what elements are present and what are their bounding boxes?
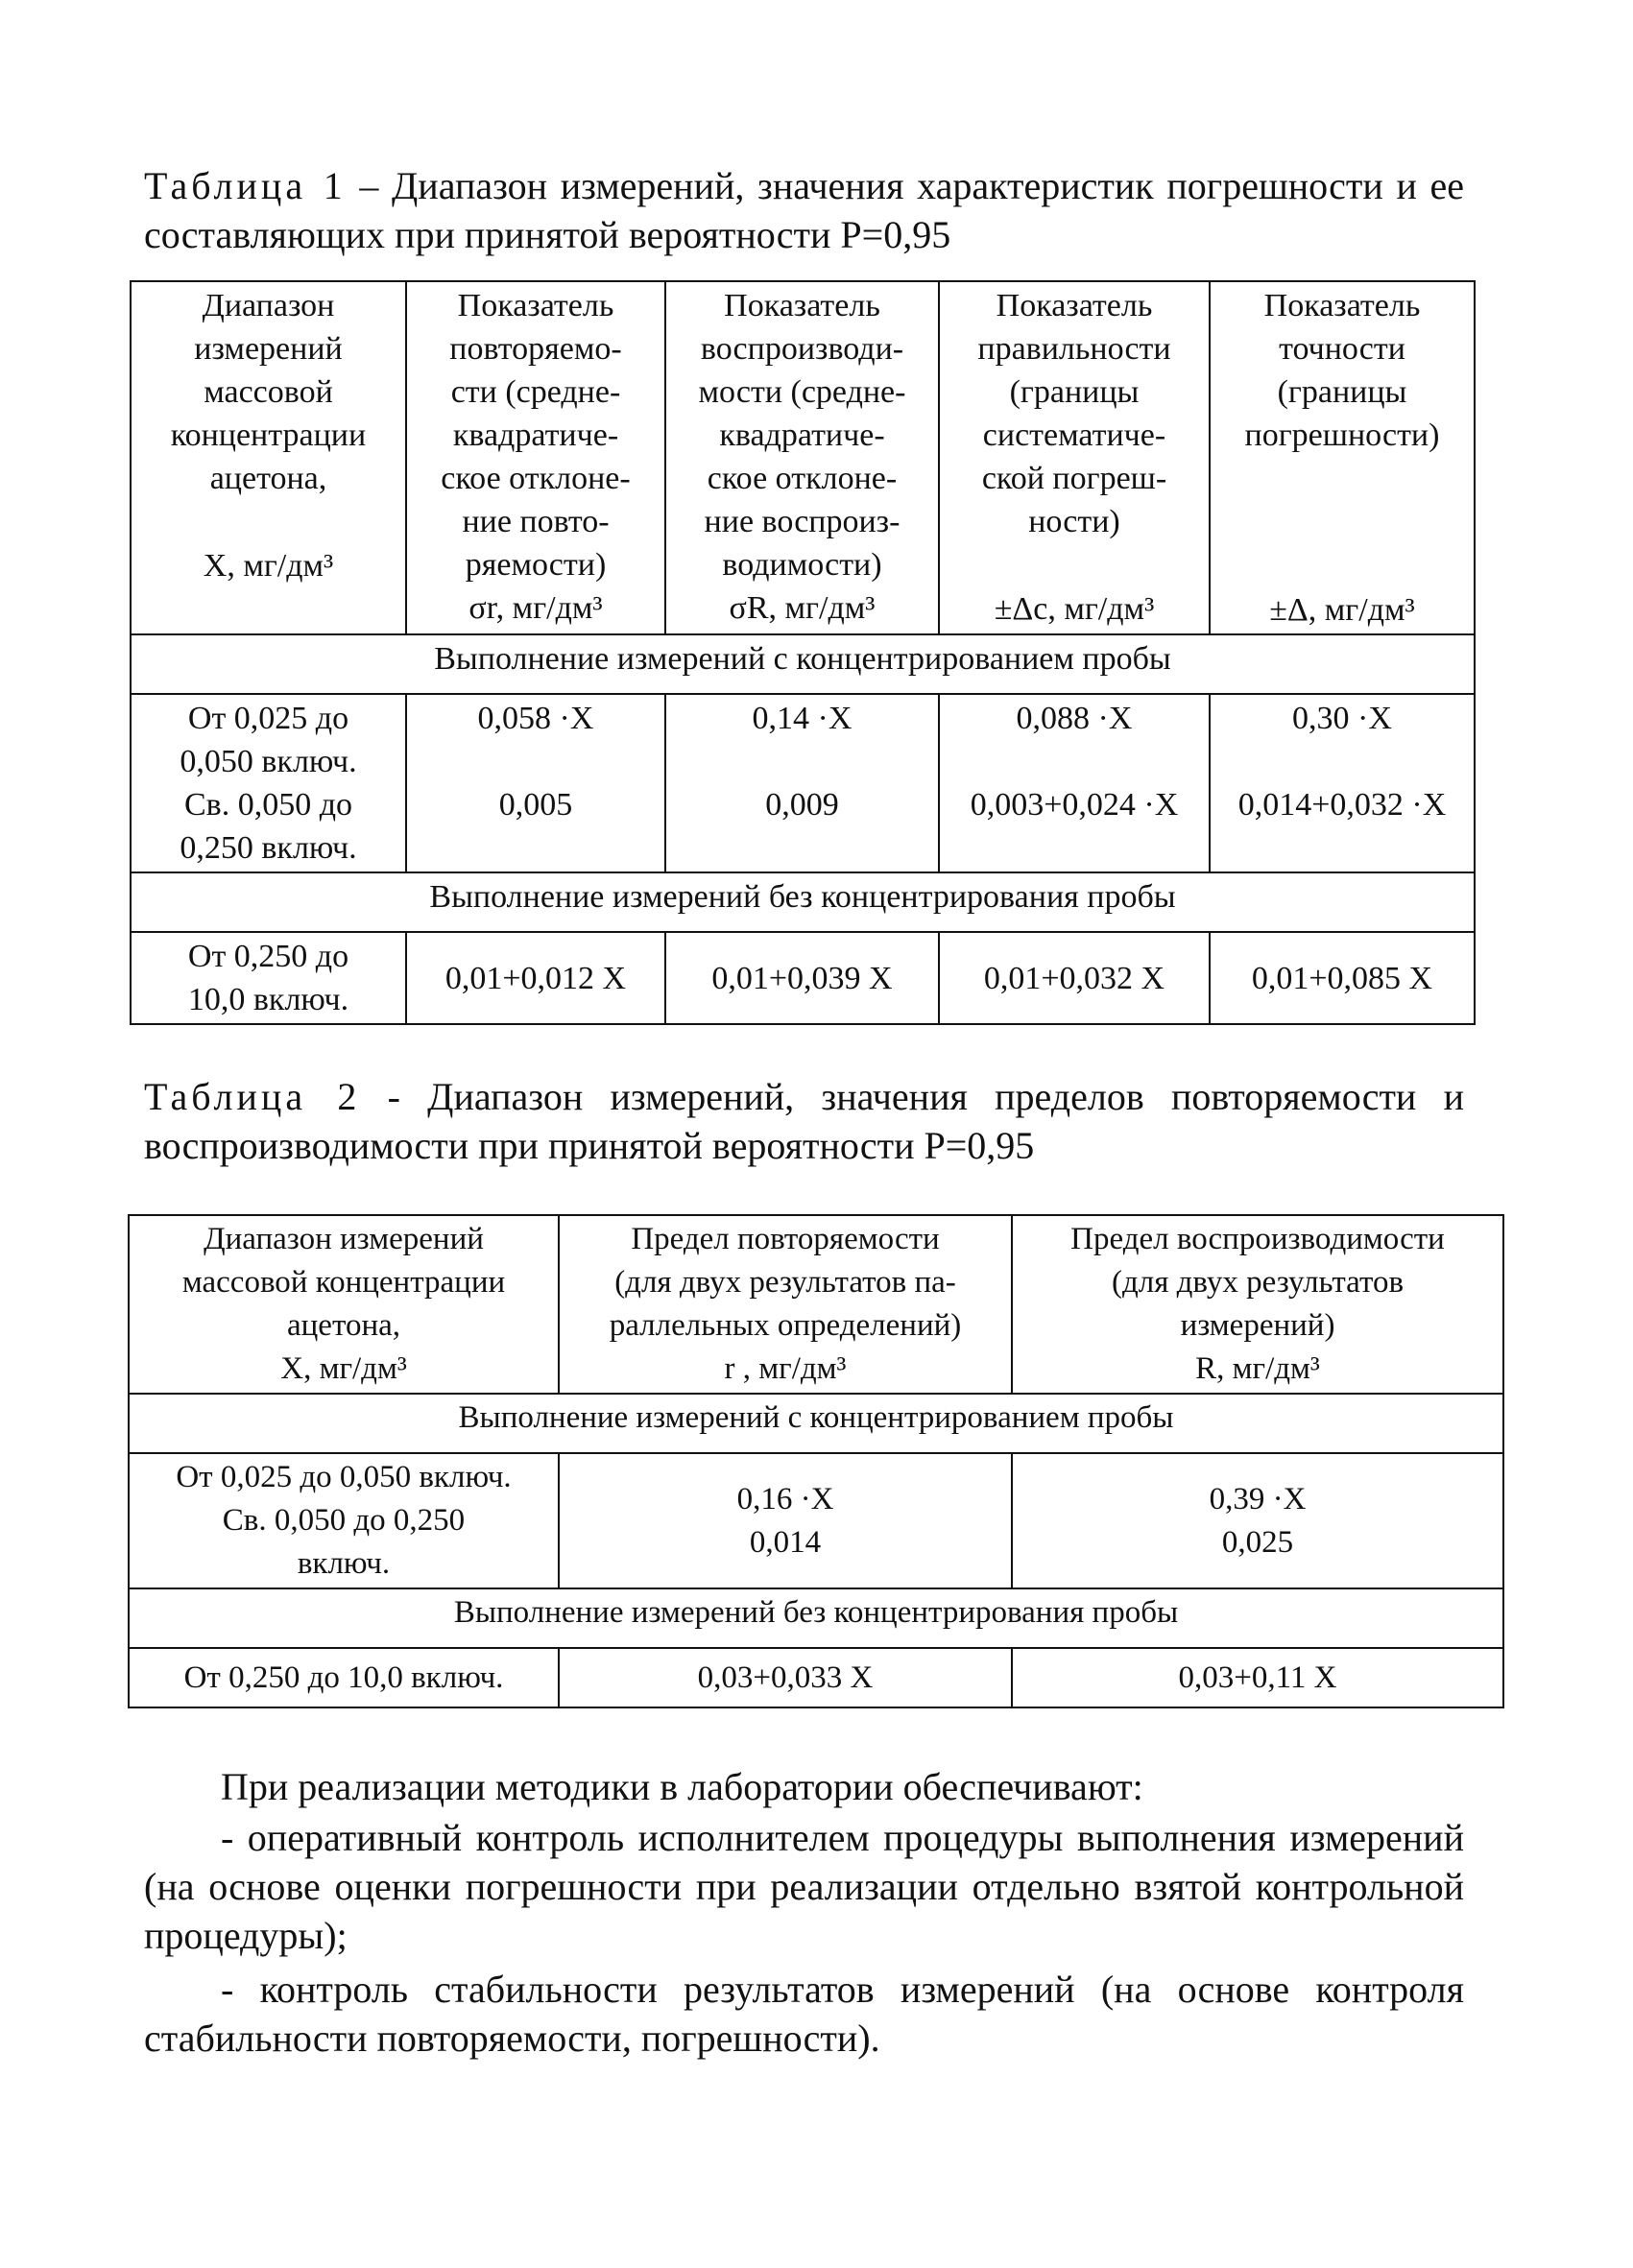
paragraph-intro: При реализации методики в лаборатории обеспечивают: <box>221 1765 1143 1808</box>
table2-section-without-concentration: Выполнение измерений без концентрирования пробы <box>129 1588 1503 1648</box>
table1-range-1: От 0,025 до 0,050 включ. <box>180 701 357 779</box>
table2-row <box>129 1648 1503 1707</box>
table2-value: 0,39 ·Х 0,025 <box>1012 1453 1503 1588</box>
table1-header-repeatability-unit: σr, мг/дм³ <box>468 590 603 626</box>
table1-value: 0,01+0,039 Х <box>665 932 939 1024</box>
table2-header-range-unit: Х, мг/дм³ <box>280 1351 407 1386</box>
table1-caption <box>144 161 1464 259</box>
table2-header-repeatability-unit: r , мг/дм³ <box>724 1351 847 1386</box>
table1-row-range <box>131 694 406 872</box>
table1-caption-text: – Диапазон измерений, значения характеристик погрешности и ее составляющих при принятой вероятности Р=0,95 <box>144 164 1464 256</box>
table1-row-trueness <box>939 694 1210 872</box>
table2-value: 0,03+0,11 Х <box>1012 1648 1503 1707</box>
table2-header-range-text: Диапазон измерений массовой концентрации ацетона, <box>181 1222 506 1343</box>
table1-header-range-unit: Х, мг/дм³ <box>203 548 334 584</box>
table2-caption-label: Таблица 2 <box>144 1075 361 1118</box>
table1-row-accuracy <box>1210 694 1475 872</box>
table1-header-repeatability <box>406 281 665 634</box>
table1-value: 0,01+0,032 Х <box>939 932 1210 1024</box>
table1-header-range-text: Диапазон измерений массовой концентрации ацетона, <box>170 288 367 496</box>
table1-range: От 0,250 до 10,0 включ. <box>131 932 406 1024</box>
table2-header-reproducibility-text: Предел воспроизводимости (для двух результатов измерений) <box>1070 1222 1445 1343</box>
table1-row <box>131 694 1475 872</box>
table1-row-repeatability <box>406 694 665 872</box>
table1-header-accuracy <box>1210 281 1475 634</box>
table1-value: 0,009 <box>765 787 839 823</box>
table1-header-trueness-unit: ±Δс, мг/дм³ <box>994 591 1155 627</box>
table2-range: От 0,025 до 0,050 включ. Св. 0,050 до 0,250 включ. <box>129 1453 559 1588</box>
table1-header-accuracy-unit: ±Δ, мг/дм³ <box>1269 592 1415 628</box>
table2-section-with-concentration: Выполнение измерений с концентрированием пробы <box>129 1394 1503 1453</box>
table1-header-trueness-text: Показатель правильности (границы систематиче- ской погреш- ности) <box>977 288 1171 539</box>
table2-section-row <box>129 1394 1503 1453</box>
table2-header-range <box>129 1215 559 1394</box>
table1-section-with-concentration: Выполнение измерений с концентрированием пробы <box>131 634 1475 694</box>
table1-value: 0,058 ·Х <box>477 701 594 736</box>
table1-value: 0,01+0,085 Х <box>1210 932 1475 1024</box>
table1-header-row <box>131 281 1475 634</box>
table1-value: 0,005 <box>498 787 573 823</box>
table2-section-row <box>129 1588 1503 1648</box>
table1-header-reproducibility-unit: σR, мг/дм³ <box>729 590 876 626</box>
table1-section-without-concentration: Выполнение измерений без концентрирования пробы <box>131 872 1475 932</box>
table2-value: 0,03+0,033 Х <box>559 1648 1012 1707</box>
table1 <box>130 280 1476 1025</box>
table2-header-row <box>129 1215 1503 1394</box>
table2-header-repeatability-text: Предел повторяемости (для двух результатов па- раллельных определений) <box>609 1222 962 1343</box>
paragraph-item-stability-control: - контроль стабильности результатов измерений (на основе контроля стабильности повторяемости, погрешности). <box>144 1968 1464 2060</box>
table2-header-repeatability-limit <box>559 1215 1012 1394</box>
table1-section-row <box>131 872 1475 932</box>
table2 <box>128 1214 1504 1708</box>
table1-caption-label: Таблица 1 <box>144 164 347 207</box>
table1-section-row <box>131 634 1475 694</box>
table1-row-reproducibility <box>665 694 939 872</box>
table2-row <box>129 1453 1503 1588</box>
table1-value: 0,014+0,032 ·Х <box>1237 787 1447 823</box>
table1-header-reproducibility-text: Показатель воспроизводи- мости (средне- квадратиче- ское отклоне- ние воспроиз- водимости) <box>698 288 906 583</box>
table2-caption <box>144 1072 1464 1170</box>
table2-range: От 0,250 до 10,0 включ. <box>129 1648 559 1707</box>
table1-header-repeatability-text: Показатель повторяемо- сти (средне- квадратиче- ское отклоне- ние повто- ряемости) <box>441 288 631 583</box>
table1-row <box>131 932 1475 1024</box>
paragraph-item-operational-control: - оперативный контроль исполнителем процедуры выполнения измерений (на основе оценки погрешности при реализации отдельно взятой контрольной процедуры); <box>144 1816 1464 1957</box>
table2-value: 0,16 ·Х 0,014 <box>559 1453 1012 1588</box>
table1-header-accuracy-text: Показатель точности (границы погрешности) <box>1244 288 1440 453</box>
table1-value: 0,30 ·Х <box>1292 701 1392 736</box>
table1-header-trueness <box>939 281 1210 634</box>
table1-header-range <box>131 281 406 634</box>
table1-value: 0,14 ·Х <box>752 701 853 736</box>
table2-header-reproducibility-limit <box>1012 1215 1503 1394</box>
table1-value: 0,01+0,012 Х <box>406 932 665 1024</box>
table1-value: 0,088 ·Х <box>1016 701 1133 736</box>
table1-value: 0,003+0,024 ·Х <box>970 787 1179 823</box>
table1-header-reproducibility <box>665 281 939 634</box>
table2-header-reproducibility-unit: R, мг/дм³ <box>1195 1351 1320 1386</box>
table2-caption-text: - Диапазон измерений, значения пределов повторяемости и воспроизводимости при принятой вероятности Р=0,95 <box>144 1075 1464 1167</box>
table1-range-2: Св. 0,050 до 0,250 включ. <box>180 787 357 866</box>
